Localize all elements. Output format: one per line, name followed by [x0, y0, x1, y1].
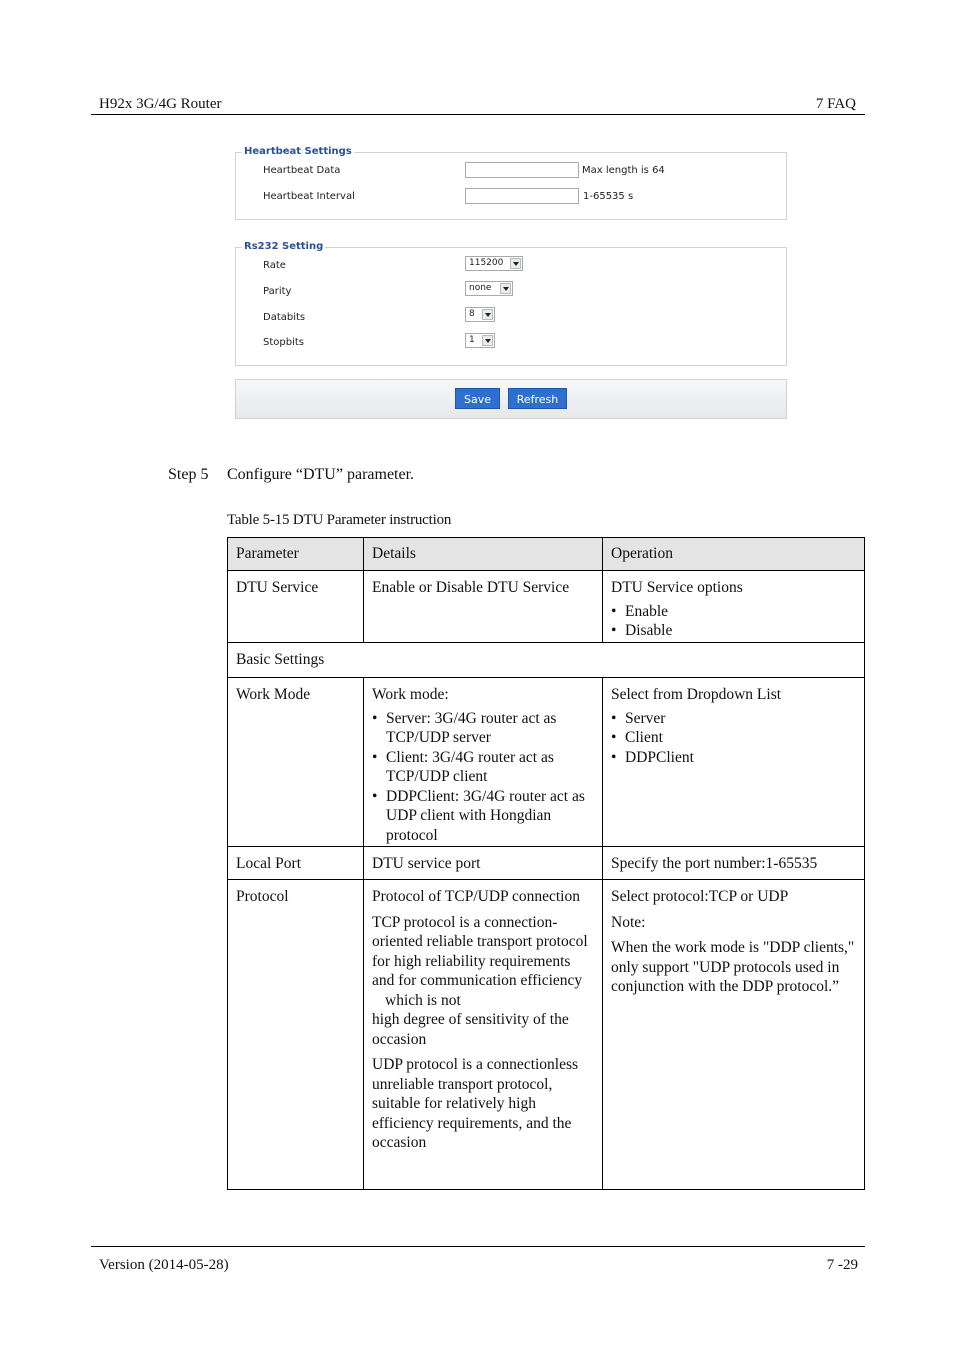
- save-button[interactable]: Save: [455, 388, 500, 409]
- details-paragraph: high degree of sensitivity of the occasion: [372, 1011, 569, 1048]
- operation-cell: Specify the port number:1-65535: [603, 847, 865, 880]
- chevron-down-icon: [482, 335, 493, 346]
- stopbits-select[interactable]: [465, 333, 495, 348]
- chevron-down-icon: [510, 258, 521, 269]
- list-item: • Client: [611, 728, 857, 748]
- dtu-parameter-table: [227, 537, 865, 1190]
- details-cell: [364, 678, 603, 847]
- table-row: [228, 880, 865, 1190]
- parity-select[interactable]: [465, 281, 513, 296]
- page-number: 7 -29: [826, 1257, 858, 1273]
- stopbits-select-value: 1: [469, 335, 475, 345]
- step-text: Configure “DTU” parameter.: [227, 466, 415, 483]
- operation-cell: [603, 571, 865, 643]
- details-title: Work mode:: [372, 686, 449, 703]
- document-version: Version (2014-05-28): [99, 1257, 229, 1273]
- header-details: Details: [364, 538, 603, 571]
- details-cell: DTU service port: [364, 847, 603, 880]
- list-item: • Server: [611, 709, 857, 729]
- heartbeat-interval-input[interactable]: [465, 188, 579, 204]
- parity-label: Parity: [263, 286, 292, 297]
- param-cell: Protocol: [228, 880, 364, 1190]
- details-paragraph: TCP protocol is a connection-oriented reliable transport protocol for high reliability requirements and for communication efficiency: [372, 913, 588, 989]
- databits-label: Databits: [263, 312, 306, 323]
- list-item: • Server: 3G/4G router act as TCP/UDP server: [372, 709, 595, 748]
- operation-title: Select from Dropdown List: [611, 686, 782, 703]
- list-item: • Disable: [611, 621, 857, 641]
- table-section-row: [228, 643, 865, 678]
- footer-divider: [91, 1246, 865, 1247]
- details-cell: [364, 880, 603, 1190]
- operation-paragraph: Note:: [611, 913, 646, 931]
- operation-cell: [603, 880, 865, 1190]
- form-button-bar: [235, 379, 787, 419]
- heartbeat-settings-group: [235, 146, 787, 220]
- table-header-row: [228, 538, 865, 571]
- rate-label: Rate: [263, 260, 286, 271]
- stopbits-label: Stopbits: [263, 337, 304, 348]
- chevron-down-icon: [482, 309, 493, 320]
- heartbeat-data-label: Heartbeat Data: [263, 165, 341, 176]
- chevron-down-icon: [500, 283, 511, 294]
- document-header-title: H92x 3G/4G Router: [99, 96, 222, 112]
- databits-select[interactable]: [465, 307, 495, 322]
- list-item: • Enable: [611, 602, 857, 622]
- operation-title: DTU Service options: [611, 579, 743, 596]
- list-item: • DDPClient: 3G/4G router act as UDP client with Hongdian protocol: [372, 787, 595, 846]
- step-number: Step 5: [168, 466, 209, 483]
- refresh-button[interactable]: Refresh: [508, 388, 567, 409]
- param-cell: Work Mode: [228, 678, 364, 847]
- operation-paragraph: When the work mode is "DDP clients," only support "UDP protocols used in conjunction with the DDP protocol.”: [611, 939, 855, 995]
- document-header-chapter: 7 FAQ: [815, 96, 856, 112]
- rs232-setting-group: [235, 241, 787, 366]
- operation-list: [611, 709, 857, 768]
- heartbeat-data-hint: Max length is 64: [582, 165, 665, 176]
- heartbeat-interval-hint: 1-65535 s: [583, 191, 634, 202]
- param-cell: DTU Service: [228, 571, 364, 643]
- heartbeat-interval-label: Heartbeat Interval: [263, 191, 355, 202]
- table-row: [228, 571, 865, 643]
- param-cell: Local Port: [228, 847, 364, 880]
- rs232-setting-legend: Rs232 Setting: [244, 241, 324, 252]
- header-operation: Operation: [603, 538, 865, 571]
- heartbeat-settings-legend: Heartbeat Settings: [244, 146, 352, 157]
- operation-list: [611, 602, 857, 641]
- operation-paragraph: Select protocol:TCP or UDP: [611, 888, 789, 905]
- section-title: Basic Settings: [228, 643, 865, 678]
- details-cell: Enable or Disable DTU Service: [364, 571, 603, 643]
- parity-select-value: none: [469, 283, 492, 293]
- details-paragraph: which is not: [385, 991, 461, 1009]
- details-paragraph: Protocol of TCP/UDP connection: [372, 888, 580, 905]
- table-row: [228, 847, 865, 880]
- heartbeat-data-input[interactable]: [465, 162, 579, 178]
- header-parameter: Parameter: [228, 538, 364, 571]
- details-paragraph: UDP protocol is a connectionless unreliable transport protocol, suitable for relatively high efficiency requirements, and the occasion: [372, 1056, 579, 1151]
- table-caption: Table 5-15 DTU Parameter instruction: [227, 512, 452, 528]
- list-item: • DDPClient: [611, 748, 857, 768]
- table-row: [228, 678, 865, 847]
- header-divider: [91, 114, 865, 115]
- list-item: • Client: 3G/4G router act as TCP/UDP client: [372, 748, 595, 787]
- databits-select-value: 8: [469, 309, 475, 319]
- details-list: [372, 709, 595, 846]
- operation-cell: [603, 678, 865, 847]
- rate-select-value: 115200: [469, 258, 504, 268]
- rate-select[interactable]: [465, 256, 523, 271]
